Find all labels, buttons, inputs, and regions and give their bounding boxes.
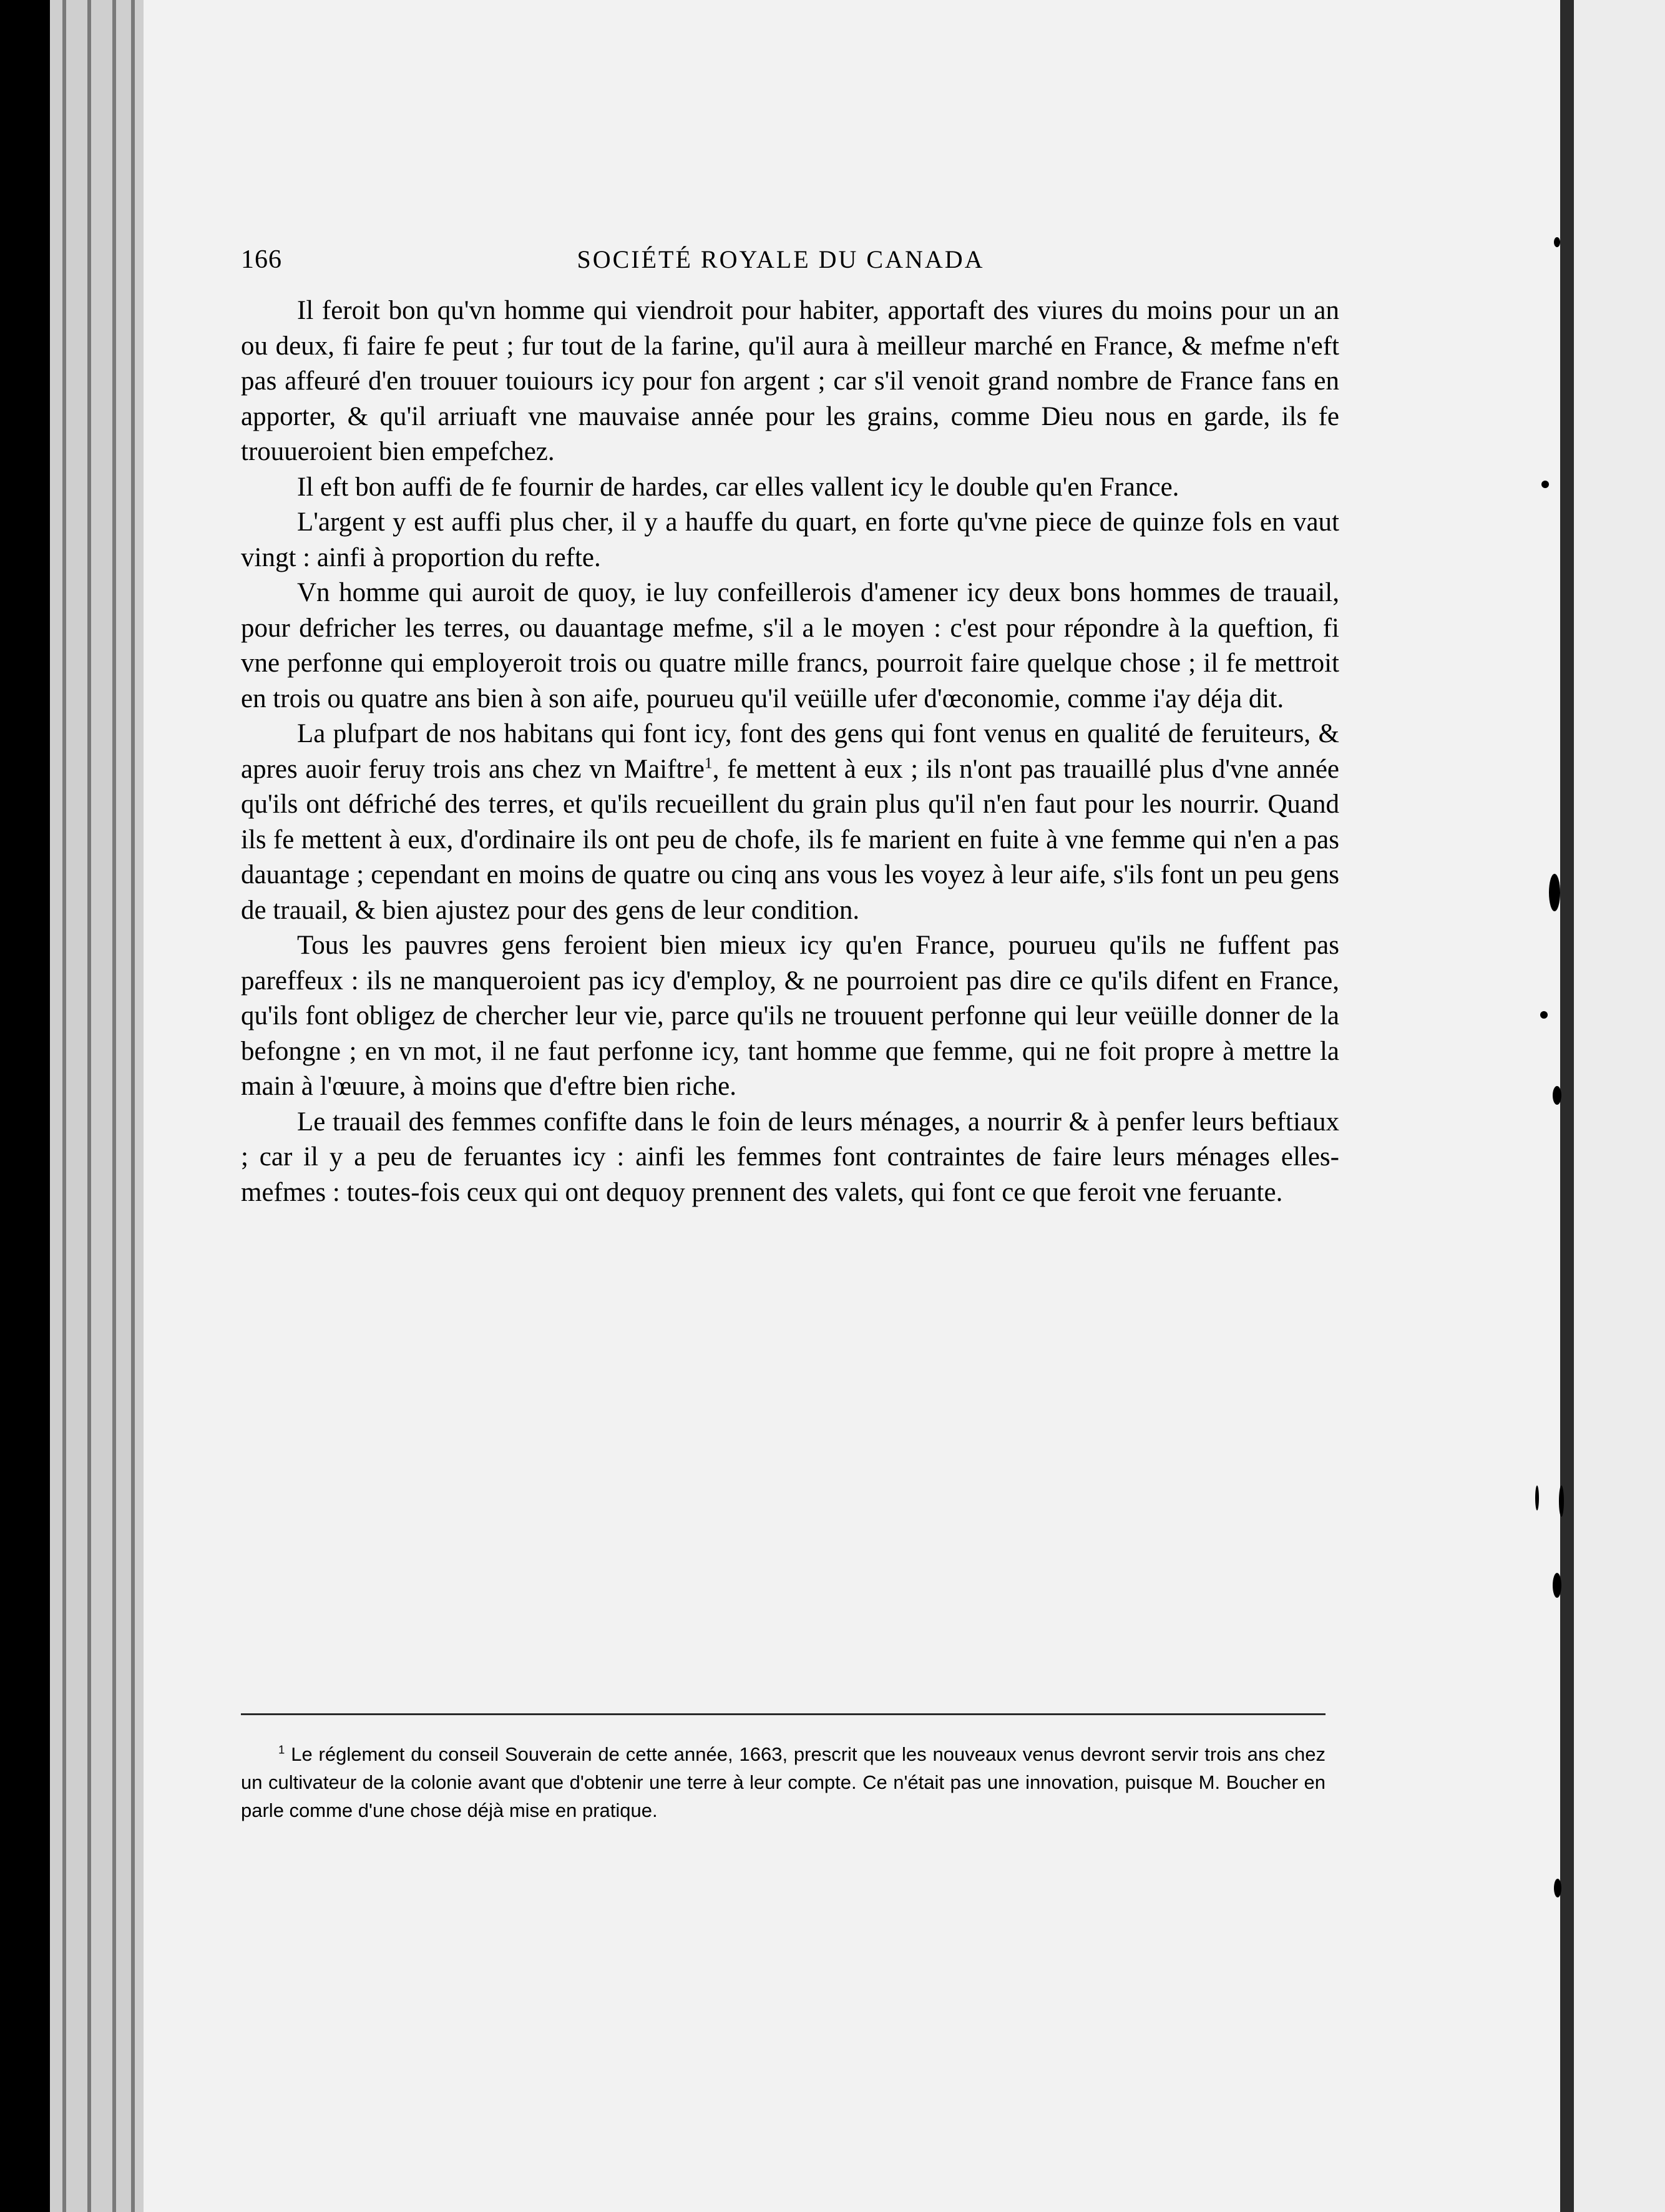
header-title: SOCIÉTÉ ROYALE DU CANADA	[577, 245, 985, 273]
paragraph: Le trauail des femmes confifte dans le foin de leurs ménages, a nourrir & à penfer leurs beftiaux ; car il y a peu de feruantes icy : ainfi les femmes font contraintes de faire leurs ménages elles-mefmes : toutes-fois ceux qui ont dequoy prennent des valets, qui font ce que feroit vne feruante.	[241, 1107, 1339, 1207]
paragraph-with-note	[241, 717, 1339, 928]
running-head	[241, 245, 1321, 276]
footnote-text: Le réglement du conseil Souverain de cette année, 1663, prescrit que les nouveaux venus devront servir trois ans chez un cultivateur de la colonie avant que d'obtenir une terre à leur compte. Ce n'était pas une innovation, puisque M. Boucher en parle comme d'une chose déjà mise en pratique.	[241, 1743, 1326, 1821]
book-gutter	[1560, 0, 1574, 2212]
page-edge-line	[131, 0, 135, 2212]
page-edge-line	[62, 0, 66, 2212]
paragraph: Il feroit bon qu'vn homme qui viendroit pour habiter, apportaft des viures du moins pour un an ou deux, fi faire fe peut ; fur tout de la farine, qu'il aura à meilleur marché en France, & mefme n'eft pas affeuré d'en trouuer touiours icy pour fon argent ; car s'il venoit grand nombre de France fans en apporter, & qu'il arriuaft vne mauvaise année pour les grains, comme Dieu nous en garde, ils fe trouueroient bien empefchez.	[241, 296, 1339, 466]
paragraph-text: La plufpart de nos habitans qui font icy, font des gens qui font venus en qualité de feruiteurs, & apres auoir feruy trois ans chez vn Maiftre	[241, 719, 1339, 784]
scan-speck	[1554, 1879, 1561, 1897]
footnote-reference[interactable]: 1	[704, 753, 713, 772]
facing-page-edge	[1560, 0, 1665, 2212]
page-edge-line	[112, 0, 116, 2212]
scan-speck	[1540, 1011, 1548, 1019]
footnote-mark: 1	[278, 1743, 285, 1756]
paragraph-text: , fe mettent à eux ; ils n'ont pas trauaillé plus d'vne année qu'ils ont défriché des terres, et qu'ils recueillent du grain plus qu'il n'en faut pour les nourrir. Quand ils fe mettent à eux, d'ordinaire ils ont peu de chofe, ils fe marient en fuite à vne femme qui n'en a pas dauantage ; cependant en moins de quatre ou cinq ans vous les voyez à leur aife, s'ils font un peu gens de trauail, & bien ajustez pour des gens de leur condition.	[241, 754, 1339, 925]
footnote-rule	[241, 1713, 1326, 1715]
body-text	[241, 293, 1339, 1210]
paragraph: L'argent y est auffi plus cher, il y a hauffe du quart, en forte qu'vne piece de quinze fols en vaut vingt : ainfi à proportion du refte.	[241, 507, 1339, 572]
paragraph: Tous les pauvres gens feroient bien mieux icy qu'en France, pourueu qu'ils ne fuffent pas pareffeux : ils ne manqueroient pas icy d'employ, & ne pourroient pas dire ce qu'ils difent en France, qu'ils font obligez de chercher leur vie, parce qu'ils ne trouuent perfonne qui leur veüille donner de la befongne ; en vn mot, il ne faut perfonne icy, tant homme que femme, qui ne foit propre à mettre la main à l'œuure, à moins que d'eftre bien riche.	[241, 931, 1339, 1101]
footnote	[241, 1740, 1326, 1824]
scan-speck	[1535, 1485, 1539, 1510]
scan-speck	[1559, 1485, 1564, 1517]
scan-speck	[1541, 481, 1549, 488]
footnote-paragraph	[241, 1740, 1326, 1824]
page-number: 166	[241, 245, 282, 274]
paragraph: Il eft bon auffi de fe fournir de hardes, car elles vallent icy le double qu'en France.	[297, 472, 1179, 502]
scan-speck	[1549, 874, 1560, 911]
scan-speck	[1554, 237, 1560, 247]
scan-speck	[1553, 1573, 1561, 1598]
page-edge-line	[87, 0, 91, 2212]
paragraph: Vn homme qui auroit de quoy, ie luy confeillerois d'amener icy deux bons hommes de trauail, pour defricher les terres, ou dauantage mefme, s'il a le moyen : c'est pour répondre à la queftion, fi vne perfonne qui employeroit trois ou quatre mille francs, pourroit faire quelque chose ; il fe mettroit en trois ou quatre ans bien à son aife, pourueu qu'il veüille ufer d'œconomie, comme i'ay déja dit.	[241, 578, 1339, 713]
scan-speck	[1553, 1086, 1561, 1105]
